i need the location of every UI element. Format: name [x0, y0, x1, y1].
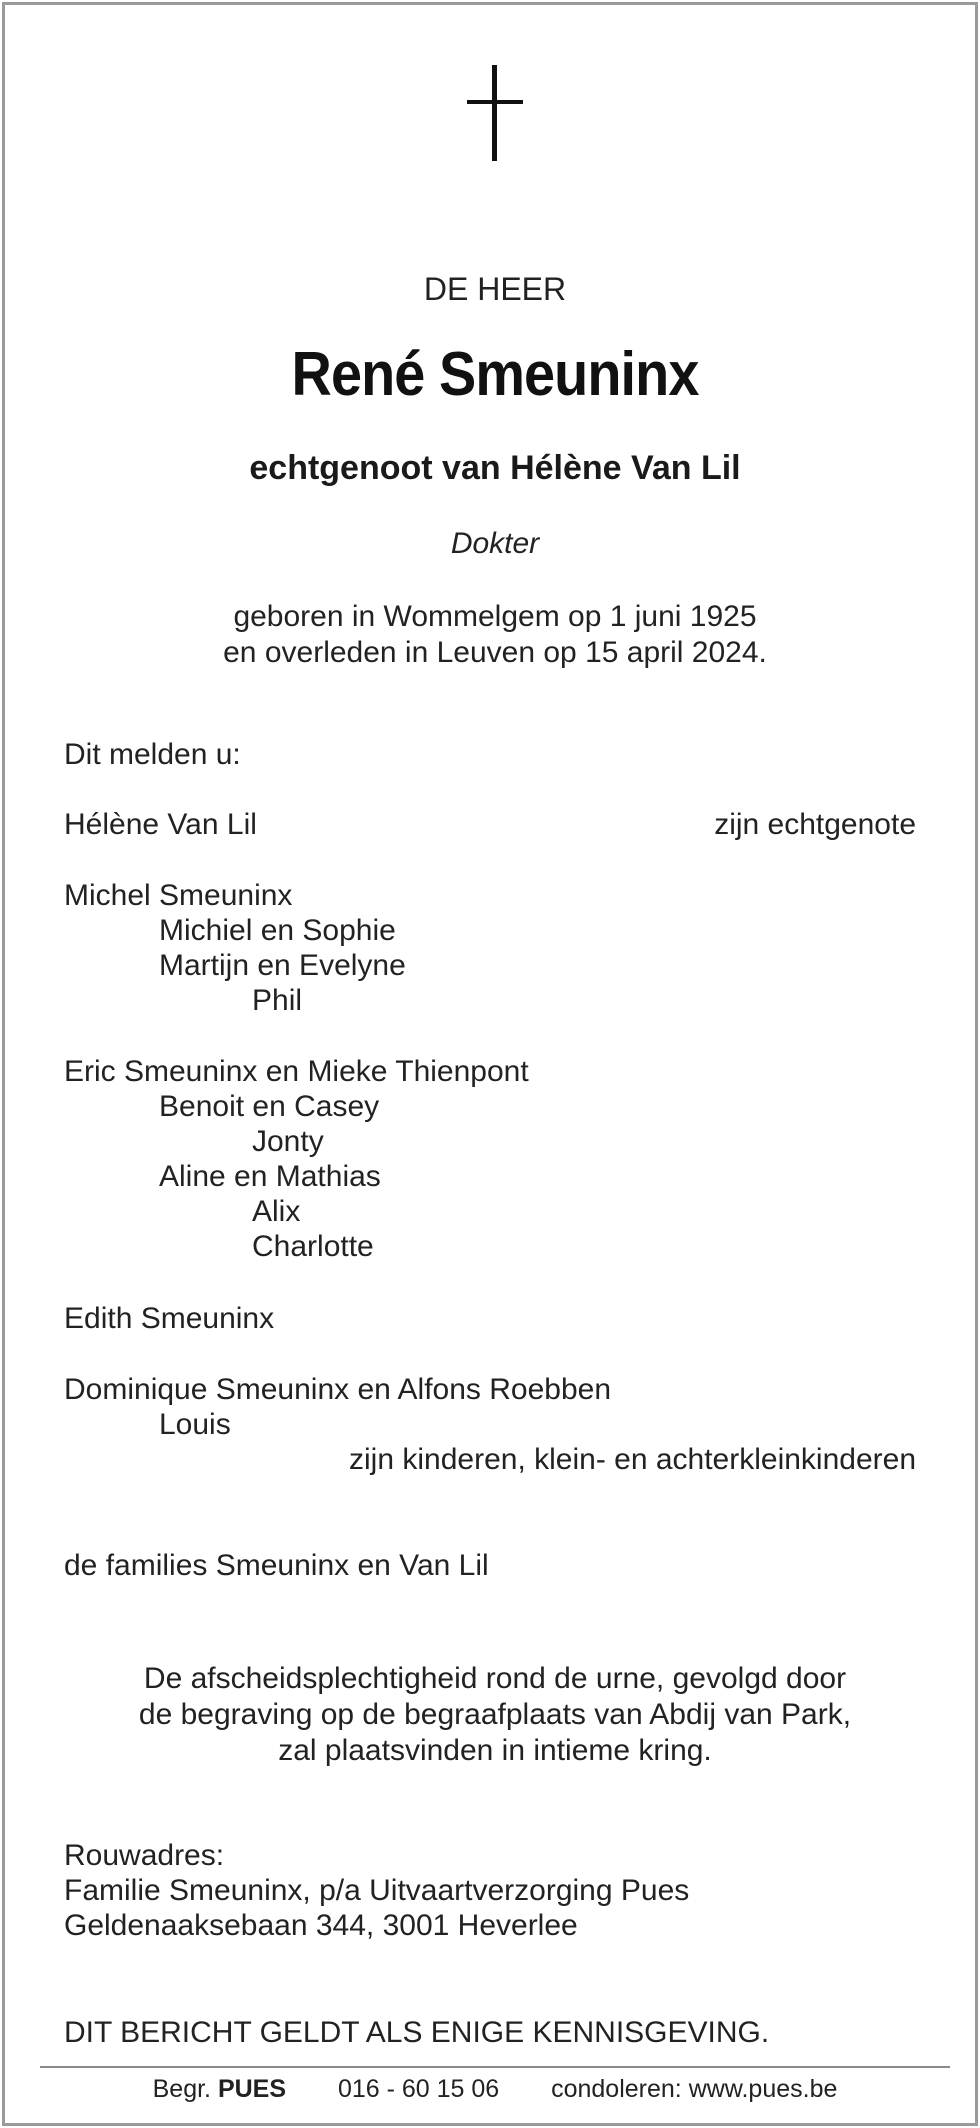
- ceremony-line: de begraving op de begraafplaats van Abdij van Park,: [138, 1698, 852, 1731]
- family-member: Alix: [252, 1195, 301, 1228]
- spouse-role: zijn echtgenote: [714, 808, 916, 841]
- obituary-card: [2, 2, 978, 2126]
- notice-text: DIT BERICHT GELDT ALS ENIGE KENNISGEVING.: [64, 2016, 770, 2049]
- ceremony-text: [5, 1661, 980, 1769]
- ceremony-line: De afscheidsplechtigheid rond de urne, gevolgd door: [143, 1662, 847, 1695]
- salutation: DE HEER: [423, 271, 567, 307]
- spouse-name: Hélène Van Lil: [64, 808, 257, 841]
- cross-icon: [467, 65, 523, 161]
- family-member: Eric Smeuninx en Mieke Thienpont: [64, 1055, 529, 1088]
- family-member: Charlotte: [252, 1230, 374, 1263]
- footer: [5, 2075, 980, 2104]
- family-member: Michel Smeuninx: [64, 879, 293, 912]
- family-member: Edith Smeuninx: [64, 1302, 275, 1335]
- family-member: Aline en Mathias: [159, 1160, 381, 1193]
- family-member: Martijn en Evelyne: [159, 949, 406, 982]
- family-member: Michiel en Sophie: [159, 914, 396, 947]
- death-line: en overleden in Leuven op 15 april 2024.: [223, 636, 767, 669]
- funeral-company: PUES: [217, 2075, 287, 2103]
- children-role: zijn kinderen, klein- en achterkleinkinderen: [349, 1443, 916, 1476]
- families-line: de families Smeuninx en Van Lil: [64, 1549, 489, 1582]
- life-dates: [5, 599, 980, 671]
- family-member: Phil: [252, 984, 303, 1017]
- address-line: Geldenaaksebaan 344, 3001 Heverlee: [64, 1909, 578, 1942]
- birth-line: geboren in Wommelgem op 1 juni 1925: [233, 600, 757, 633]
- ceremony-line: zal plaatsvinden in intieme kring.: [278, 1734, 712, 1767]
- footer-prefix: Begr.: [152, 2075, 211, 2103]
- profession: Dokter: [450, 527, 540, 560]
- intro-text: Dit melden u:: [64, 738, 241, 771]
- footer-divider: [40, 2066, 950, 2068]
- family-member: Jonty: [252, 1125, 324, 1158]
- footer-condolences[interactable]: condoleren: www.pues.be: [551, 2075, 838, 2103]
- address-line: Familie Smeuninx, p/a Uitvaartverzorging Pues: [64, 1874, 690, 1907]
- footer-phone: 016 - 60 15 06: [337, 2075, 500, 2103]
- address-label: Rouwadres:: [64, 1839, 225, 1872]
- family-member: Benoit en Casey: [159, 1090, 380, 1123]
- family-member: Louis: [159, 1408, 231, 1441]
- family-member: Dominique Smeuninx en Alfons Roebben: [64, 1373, 612, 1406]
- deceased-name: René Smeuninx: [291, 340, 699, 409]
- spouse-line: echtgenoot van Hélène Van Lil: [249, 449, 741, 487]
